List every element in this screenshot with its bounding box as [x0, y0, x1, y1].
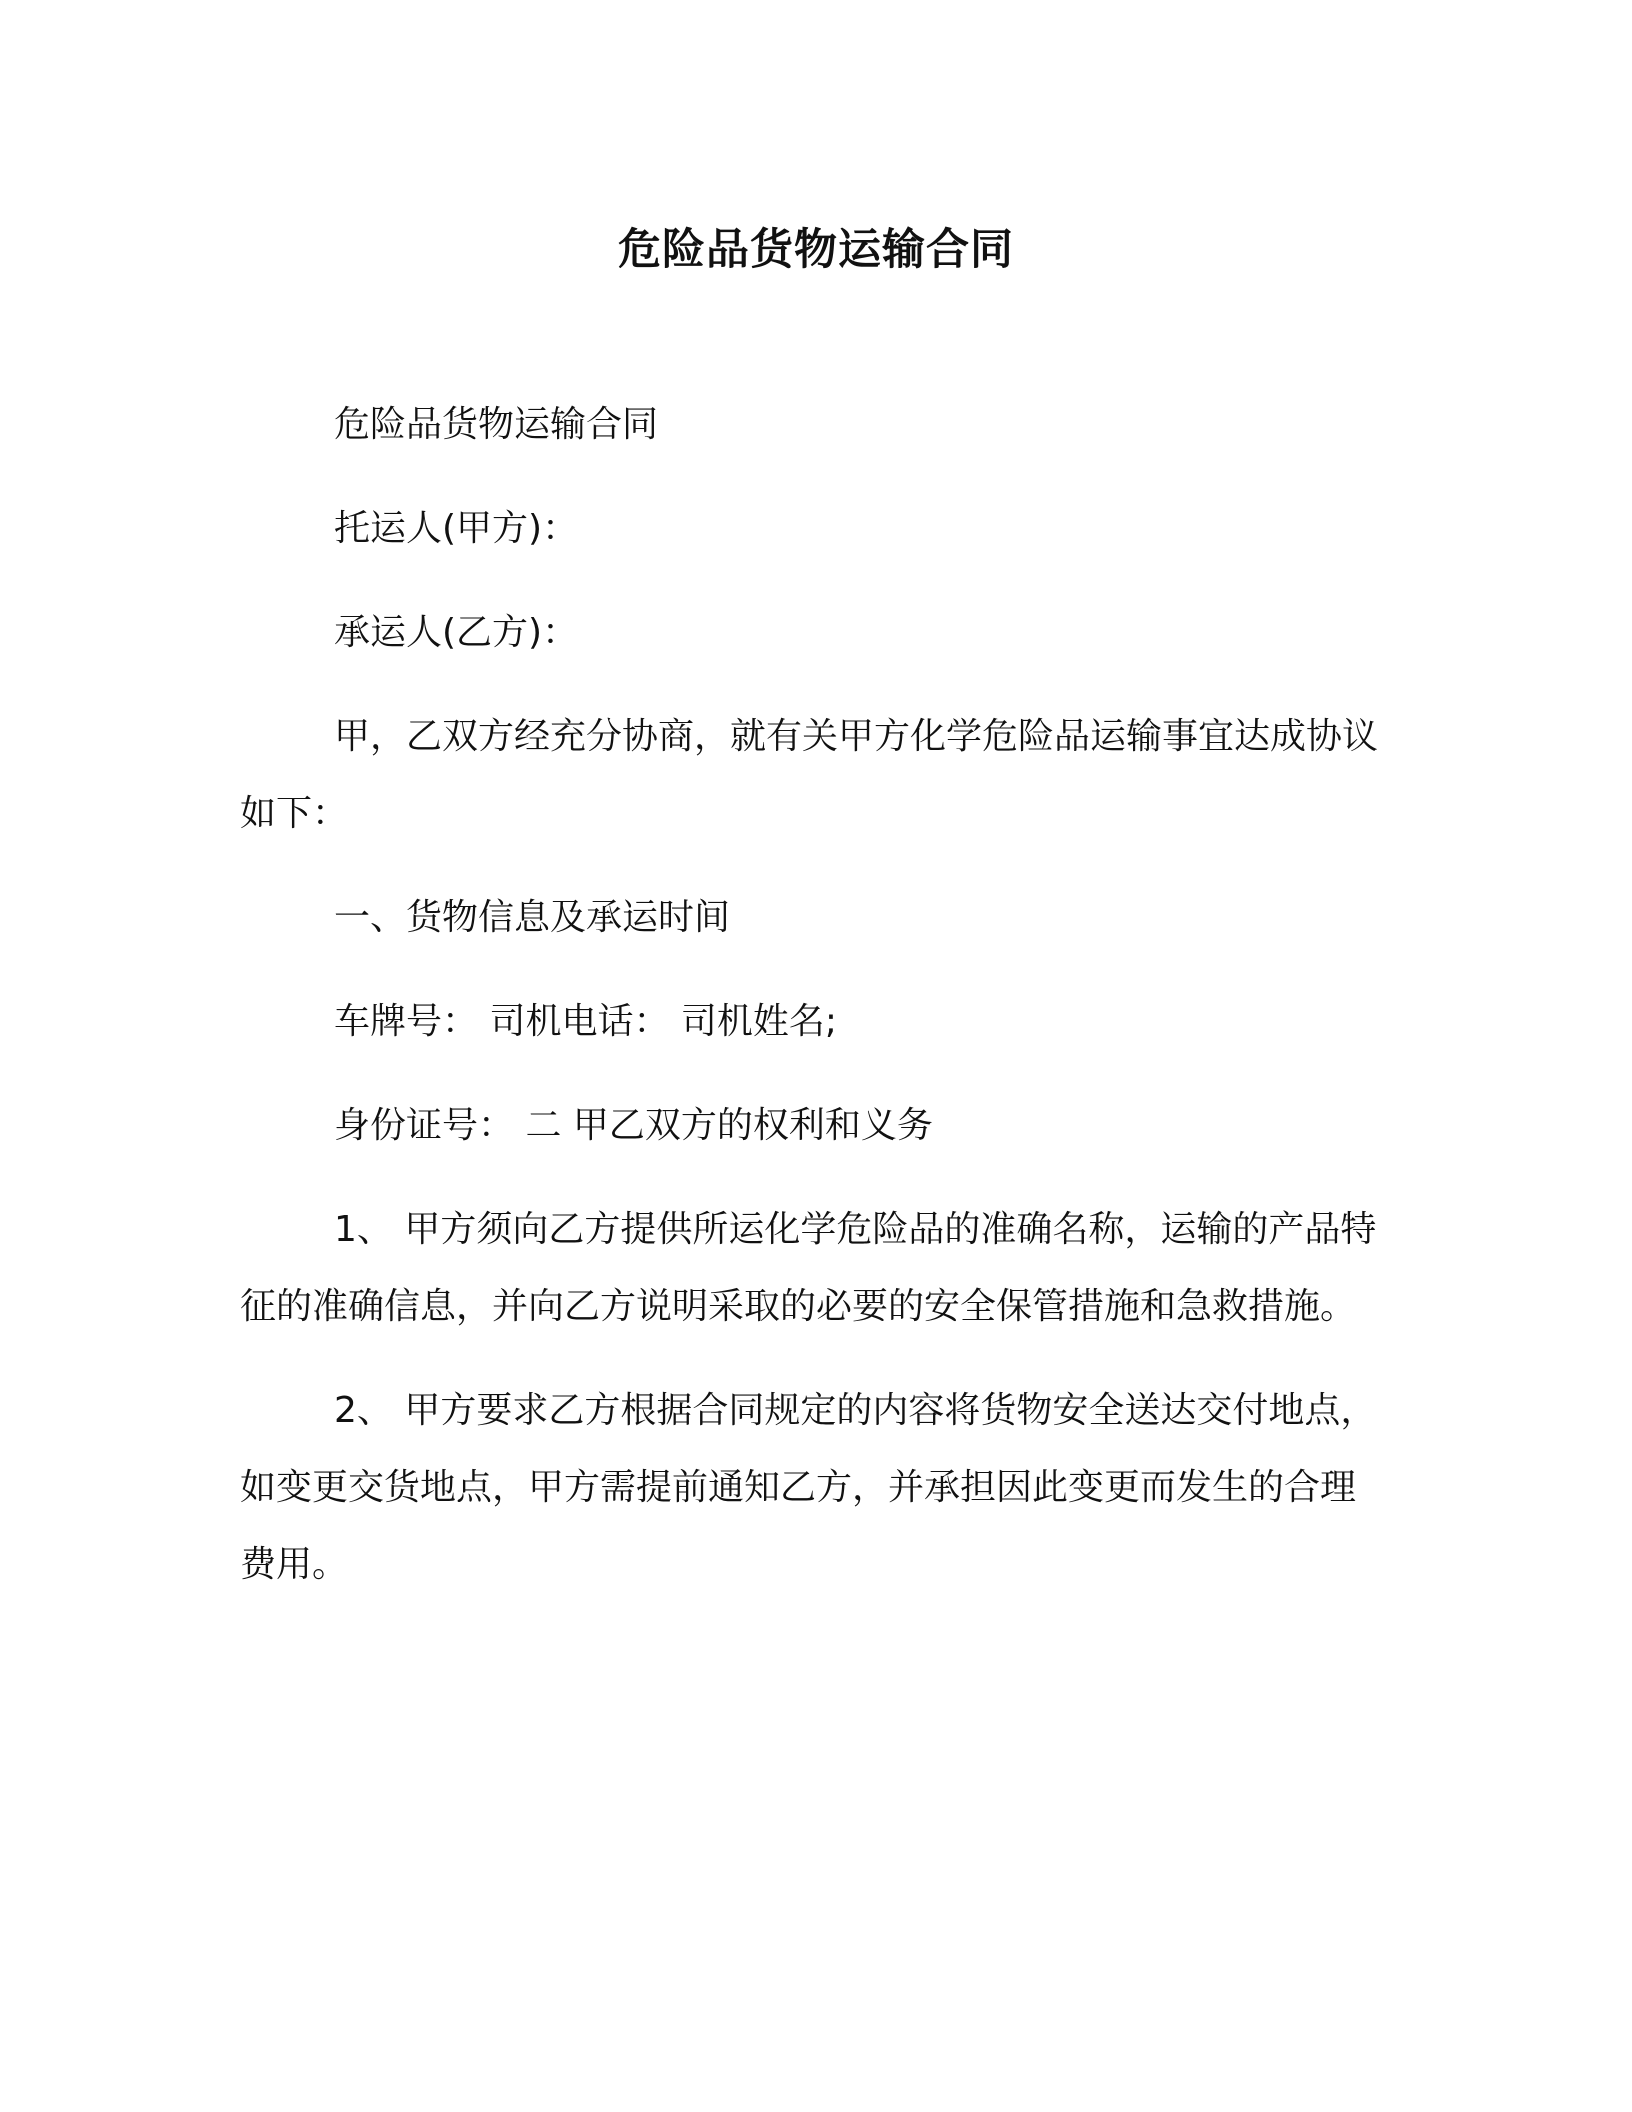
document-title: 危险品货物运输合同 [618, 225, 1014, 275]
paragraph-clause-2: 2、 甲方要求乙方根据合同规定的内容将货物安全送达交付地点，如变更交货地点，甲方需提前通知乙方，并承担因此变更而发生的合理费用。 [240, 1390, 1377, 1585]
paragraph-shipper: 托运人(甲方)： [334, 508, 579, 549]
document-body [240, 386, 1390, 1630]
paragraph-vehicle-driver-info: 车牌号： 司机电话： 司机姓名; [334, 1001, 838, 1042]
paragraph-section-one-heading: 一、货物信息及承运时间 [334, 897, 731, 938]
paragraph-agreement-intro: 甲，乙双方经充分协商，就有关甲方化学危险品运输事宜达成协议如下： [240, 716, 1379, 834]
paragraph-clause-1: 1、 甲方须向乙方提供所运化学危险品的准确名称，运输的产品特征的准确信息，并向乙方说明采取的必要的安全保管措施和急救措施。 [240, 1209, 1377, 1327]
paragraph-id-and-section-two: 身份证号： 二 甲乙双方的权利和义务 [334, 1105, 933, 1146]
paragraph-carrier: 承运人(乙方)： [334, 612, 579, 653]
paragraph-contract-heading: 危险品货物运输合同 [334, 404, 659, 445]
